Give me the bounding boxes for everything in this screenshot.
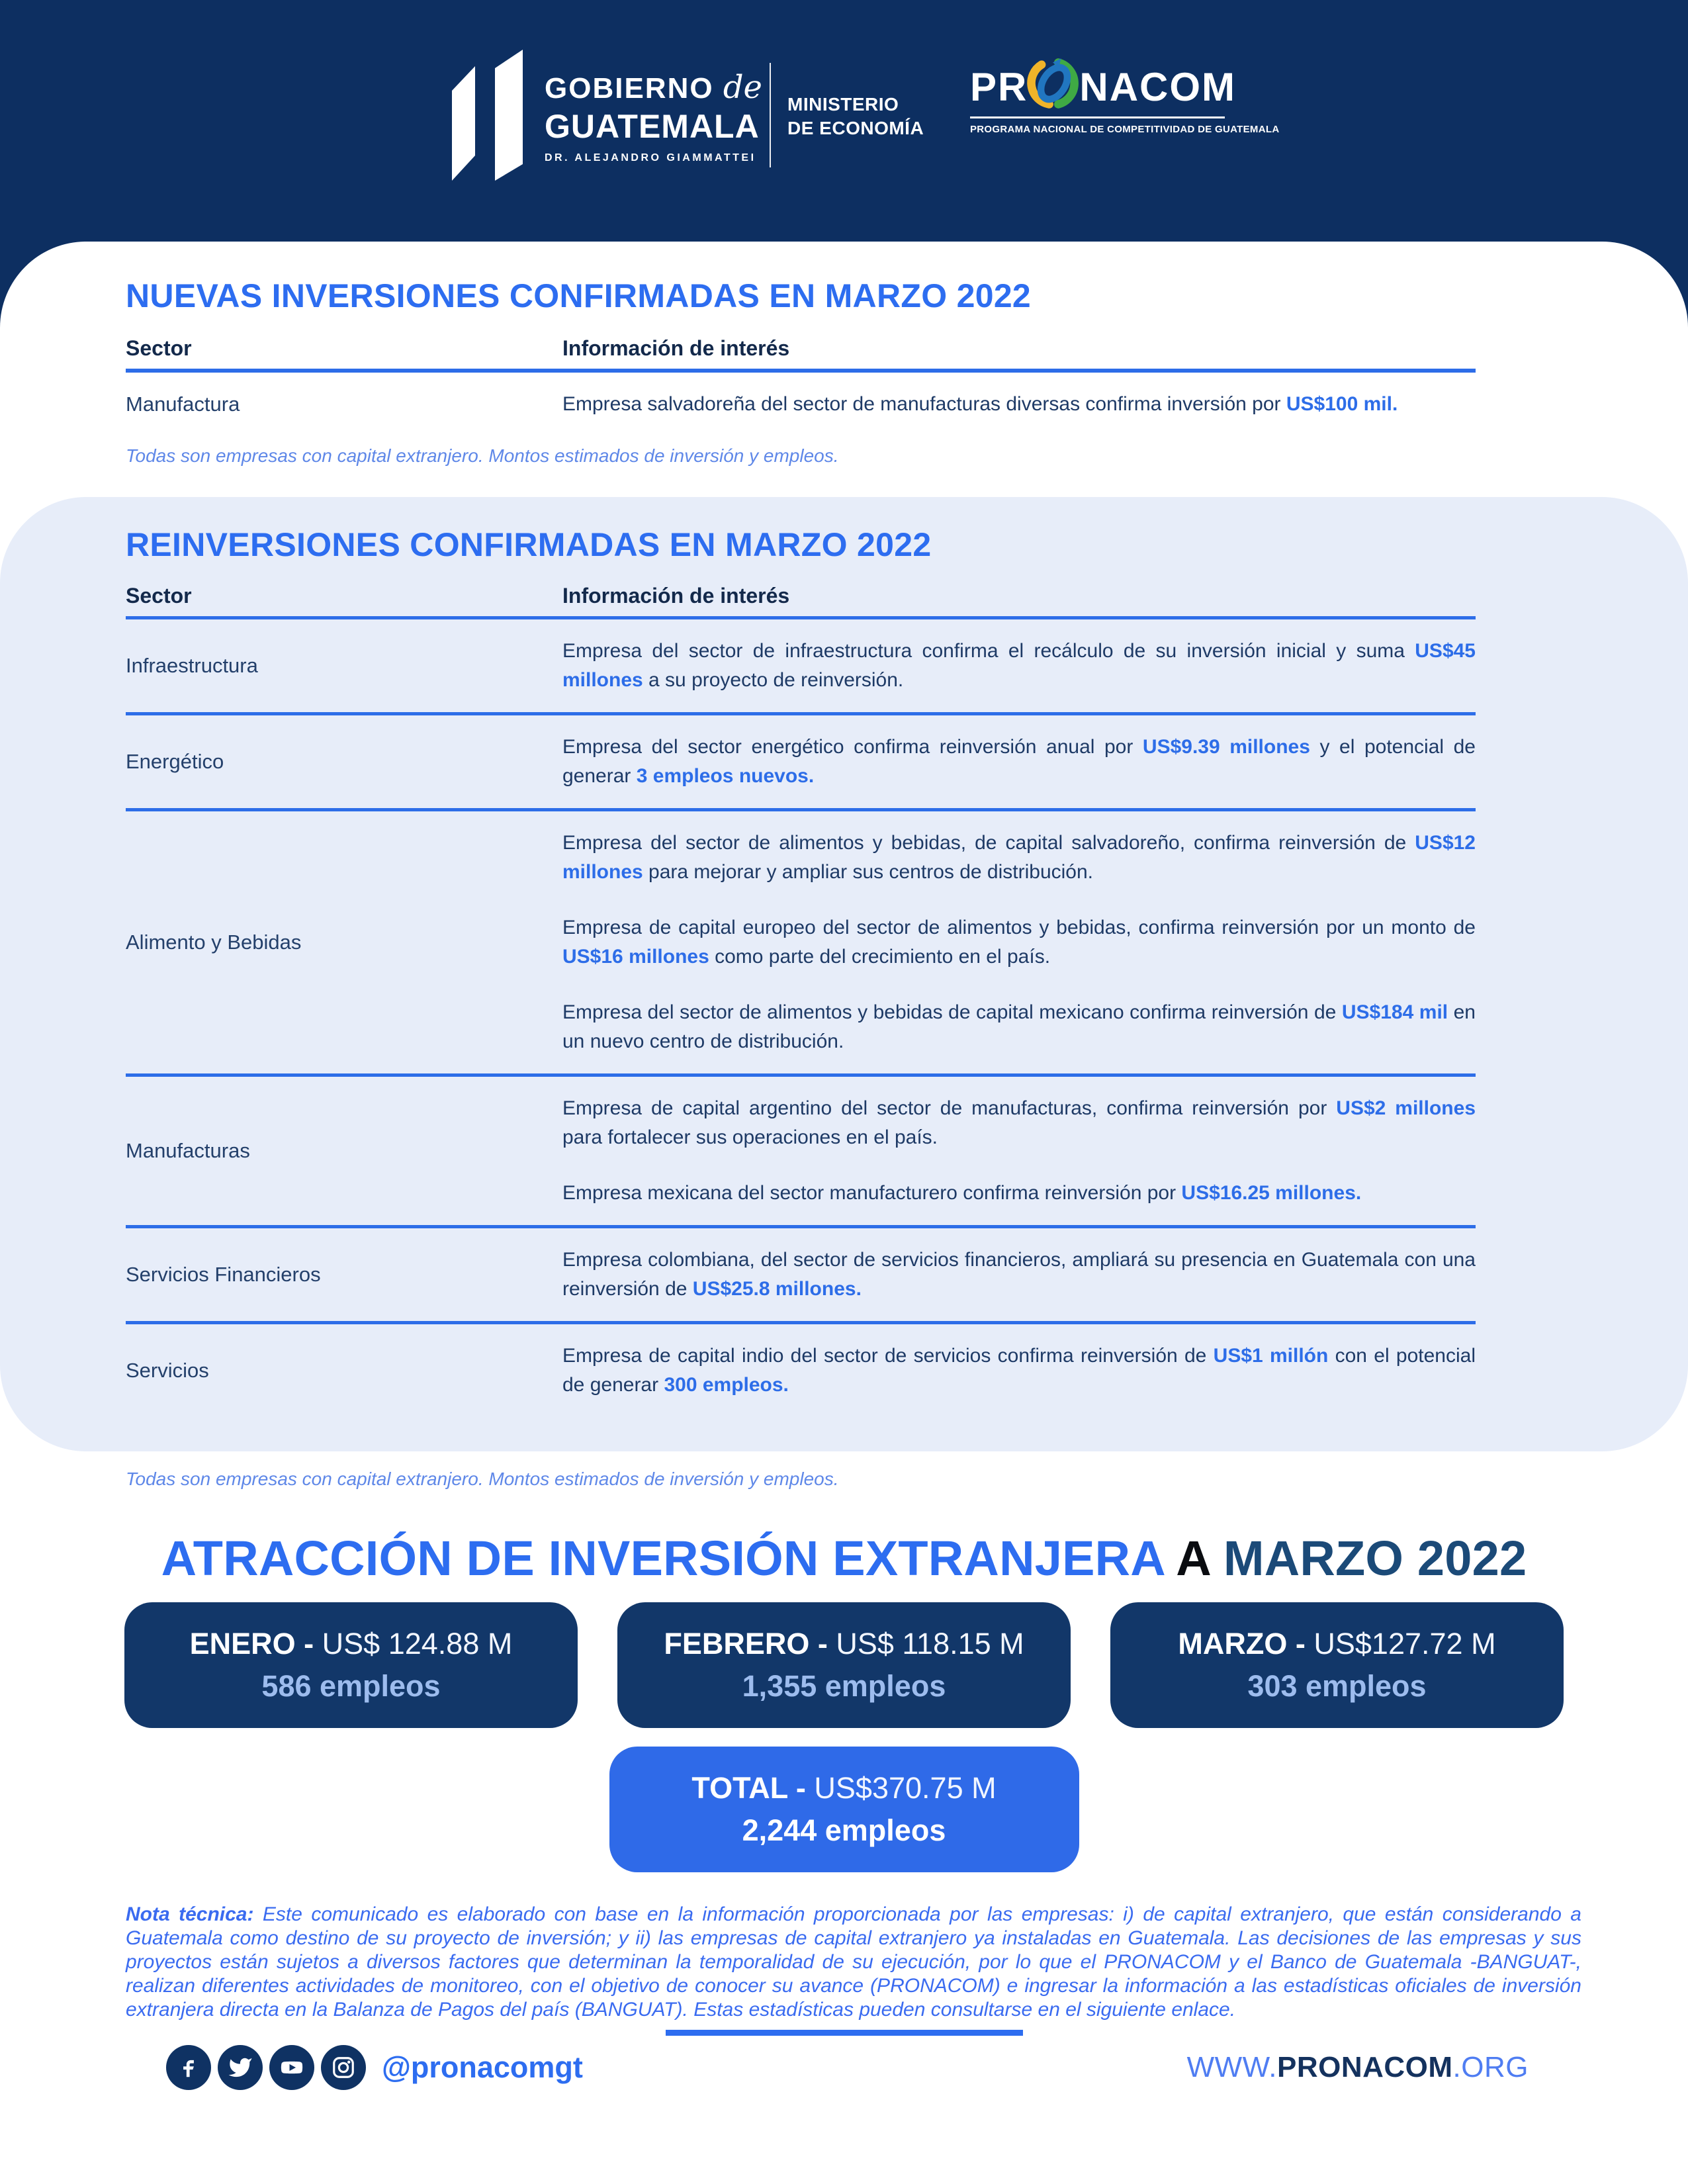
- section-reinvestments: [0, 497, 1688, 1451]
- content-sheet: [0, 242, 1688, 2184]
- amount-highlight: 300 empleos.: [664, 1374, 789, 1396]
- website-link[interactable]: WWW.PRONACOM.ORG: [1186, 2050, 1529, 2083]
- pronacom-nacom: NACOM: [1079, 65, 1236, 109]
- info-paragraph: [562, 998, 1476, 1056]
- info-paragraph: [562, 733, 1476, 791]
- info-cell: [562, 829, 1476, 1056]
- pronacom-o-swirl-icon: [1026, 56, 1082, 111]
- info-paragraph: [562, 913, 1476, 972]
- info-paragraph: [562, 1179, 1476, 1208]
- ministerio-line1: MINISTERIO: [787, 94, 899, 114]
- sector-label: Manufacturas: [126, 1139, 250, 1162]
- instagram-button[interactable]: [321, 2045, 366, 2090]
- youtube-icon: [279, 2055, 304, 2080]
- info-paragraph: [562, 829, 1476, 887]
- gobierno-title: GOBIERNO de: [545, 69, 762, 106]
- pronacom-underline: [970, 116, 1225, 118]
- twitter-icon: [228, 2055, 253, 2080]
- table-row: [126, 369, 1476, 436]
- card-jobs: 1,355 empleos: [742, 1668, 946, 1703]
- ministerio-line2: DE ECONOMÍA: [787, 118, 924, 139]
- instagram-icon: [331, 2055, 356, 2080]
- footer: [0, 2045, 1688, 2090]
- info-cell: [562, 637, 1476, 695]
- facebook-icon: [176, 2055, 201, 2080]
- table-header-row: [126, 584, 1476, 616]
- header-divider: [770, 63, 771, 167]
- amount-highlight: US$25.8 millones.: [692, 1278, 862, 1300]
- info-text: para fortalecer sus operaciones en el país.: [562, 1126, 938, 1148]
- section-title-new: NUEVAS INVERSIONES CONFIRMADAS EN MARZO 2022: [126, 277, 1032, 314]
- info-text: Empresa del sector de alimentos y bebidas de capital mexicano confirma reinversión de: [562, 1001, 1342, 1023]
- sector-label: Manufactura: [126, 392, 240, 416]
- amount-highlight: US$45 millones: [562, 640, 1476, 691]
- month-card: [124, 1602, 578, 1728]
- card-month: FEBRERO -: [664, 1626, 828, 1661]
- sector-label: Servicios Financieros: [126, 1263, 321, 1286]
- info-cell: [562, 1094, 1476, 1208]
- info-text: a su proyecto de reinversión.: [643, 669, 904, 691]
- amount-highlight: US$16.25 millones.: [1181, 1182, 1362, 1204]
- section-new-investments: [0, 242, 1688, 467]
- table-row: [126, 1225, 1476, 1321]
- card-amount-line: [664, 1627, 1024, 1661]
- card-amount: US$127.72 M: [1305, 1626, 1496, 1661]
- table-row: [126, 1321, 1476, 1417]
- attraction-title: ATRACCIÓN DE INVERSIÓN EXTRANJERA A MARZO 2022: [161, 1531, 1527, 1586]
- info-cell: [562, 733, 1476, 791]
- card-amount: US$ 118.15 M: [827, 1626, 1024, 1661]
- amount-highlight: 3 empleos nuevos.: [636, 765, 815, 787]
- column-header-info: Información de interés: [562, 336, 790, 360]
- pronacom-wordmark: [970, 64, 1279, 111]
- sector-label: Infraestructura: [126, 654, 258, 677]
- sector-label: Energético: [126, 750, 224, 773]
- month-cards: [0, 1602, 1688, 1728]
- link-underline[interactable]: [666, 2030, 1023, 2036]
- facebook-button[interactable]: [166, 2045, 211, 2090]
- new-investments-table: [126, 336, 1476, 436]
- amount-highlight: US$9.39 millones: [1142, 736, 1310, 758]
- social-handle[interactable]: @pronacomgt: [382, 2050, 583, 2084]
- info-text: en un nuevo centro de distribución.: [562, 1001, 1476, 1052]
- column-header-sector: Sector: [126, 584, 192, 608]
- social-icons: [166, 2045, 373, 2090]
- youtube-button[interactable]: [269, 2045, 314, 2090]
- info-text: Empresa del sector energético confirma reinversión anual por: [562, 736, 1143, 758]
- amount-highlight: US$184 mil: [1341, 1001, 1448, 1023]
- gobierno-logo-icon: [452, 50, 523, 181]
- info-text: Empresa salvadoreña del sector de manufacturas diversas confirma inversión por: [562, 393, 1286, 415]
- card-jobs: 586 empleos: [261, 1668, 441, 1703]
- card-amount-line: [1178, 1627, 1495, 1661]
- pronacom-logo: [970, 64, 1279, 135]
- card-month: MARZO -: [1178, 1626, 1306, 1661]
- info-text: y el potencial de generar: [562, 736, 1476, 787]
- pronacom-caption: PROGRAMA NACIONAL DE COMPETITIVIDAD DE GUATEMALA: [970, 124, 1280, 135]
- technical-note: Nota técnica: Este comunicado es elaborado con base en la información proporcionada por las empresas: i) de capital extranjero, que están considerando a Guatemala como destino de su proyecto de inversión; y ii) las empresas de capital extranjero ya instaladas en Guatemala. Las decisiones de las empresas y sus proyectos están sujetos a diversos factores que determinan la temporalidad de su ejecución, por lo que el PRONACOM y el Banco de Guatemala -BANGUAT-, realizan diferentes actividades de monitoreo, con el objetivo de conocer su avance (PRONACOM) e ingresar la información a las estadísticas oficiales de inversión extranjera directa en la Balanza de Pagos del país (BANGUAT). Estas estadísticas pueden consultarse en el siguiente enlace.: [126, 1903, 1581, 2021]
- column-header-sector: Sector: [126, 336, 192, 360]
- social-links: [166, 2045, 583, 2090]
- ministerio-logo: [787, 93, 924, 141]
- table-footnote: Todas son empresas con capital extranjero. Montos estimados de inversión y empleos.: [126, 1469, 839, 1489]
- sector-label: Servicios: [126, 1359, 209, 1382]
- info-text: Empresa de capital indio del sector de servicios confirma reinversión de: [562, 1345, 1214, 1367]
- card-month: ENERO -: [189, 1626, 314, 1661]
- table-header-row: [126, 336, 1476, 369]
- total-amount-line: TOTAL - US$370.75 M: [691, 1770, 997, 1805]
- info-cell: [562, 390, 1476, 419]
- info-paragraph: [562, 1094, 1476, 1152]
- reinvestments-table: [126, 584, 1476, 1417]
- sector-label: Alimento y Bebidas: [126, 931, 302, 954]
- info-paragraph: [562, 390, 1476, 419]
- info-paragraph: [562, 1246, 1476, 1304]
- card-jobs: 303 empleos: [1247, 1668, 1427, 1703]
- info-cell: [562, 1246, 1476, 1304]
- amount-highlight: US$12 millones: [562, 832, 1476, 883]
- info-text: con el potencial de generar: [562, 1345, 1476, 1396]
- card-amount: US$ 124.88 M: [314, 1626, 513, 1661]
- table-row: [126, 808, 1476, 1073]
- section-attraction: [0, 1532, 1688, 1872]
- info-text: Empresa mexicana del sector manufacturero confirma reinversión por: [562, 1182, 1182, 1204]
- info-text: Empresa de capital argentino del sector de manufacturas, confirma reinversión por: [562, 1097, 1337, 1119]
- info-cell: [562, 1342, 1476, 1400]
- info-text: Empresa del sector de alimentos y bebidas, de capital salvadoreño, confirma reinversión de: [562, 832, 1415, 854]
- pronacom-pr: PR: [970, 65, 1028, 109]
- gobierno-president: DR. ALEJANDRO GIAMMATTEI: [545, 152, 756, 163]
- table-row: [126, 1073, 1476, 1225]
- info-text: Empresa colombiana, del sector de servicios financieros, ampliará su presencia en Guatemala con una reinversión de: [562, 1249, 1476, 1300]
- table-row: [126, 712, 1476, 808]
- gobierno-subtitle: GUATEMALA: [545, 108, 760, 145]
- section-title-reinvestments: REINVERSIONES CONFIRMADAS EN MARZO 2022: [126, 526, 932, 563]
- gobierno-logo: [545, 69, 762, 164]
- amount-highlight: US$16 millones: [562, 946, 709, 968]
- info-text: Empresa del sector de infraestructura confirma el recálculo de su inversión inicial y suma: [562, 640, 1415, 662]
- card-amount-line: [190, 1627, 513, 1661]
- info-text: para mejorar y ampliar sus centros de distribución.: [643, 861, 1093, 883]
- info-text: como parte del crecimiento en el país.: [709, 946, 1051, 968]
- info-text: Empresa de capital europeo del sector de alimentos y bebidas, confirma reinversión por un monto de: [562, 917, 1476, 938]
- amount-highlight: US$100 mil.: [1286, 393, 1398, 415]
- total-card: [609, 1747, 1079, 1872]
- twitter-button[interactable]: [218, 2045, 263, 2090]
- month-card: [617, 1602, 1071, 1728]
- info-paragraph: [562, 1342, 1476, 1400]
- table-row: [126, 616, 1476, 712]
- table-footnote: Todas son empresas con capital extranjero. Montos estimados de inversión y empleos.: [126, 445, 839, 466]
- amount-highlight: US$2 millones: [1336, 1097, 1476, 1119]
- column-header-info: Información de interés: [562, 584, 790, 608]
- info-paragraph: [562, 637, 1476, 695]
- amount-highlight: US$1 millón: [1213, 1345, 1329, 1367]
- total-jobs: 2,244 empleos: [742, 1813, 946, 1847]
- month-card: [1110, 1602, 1564, 1728]
